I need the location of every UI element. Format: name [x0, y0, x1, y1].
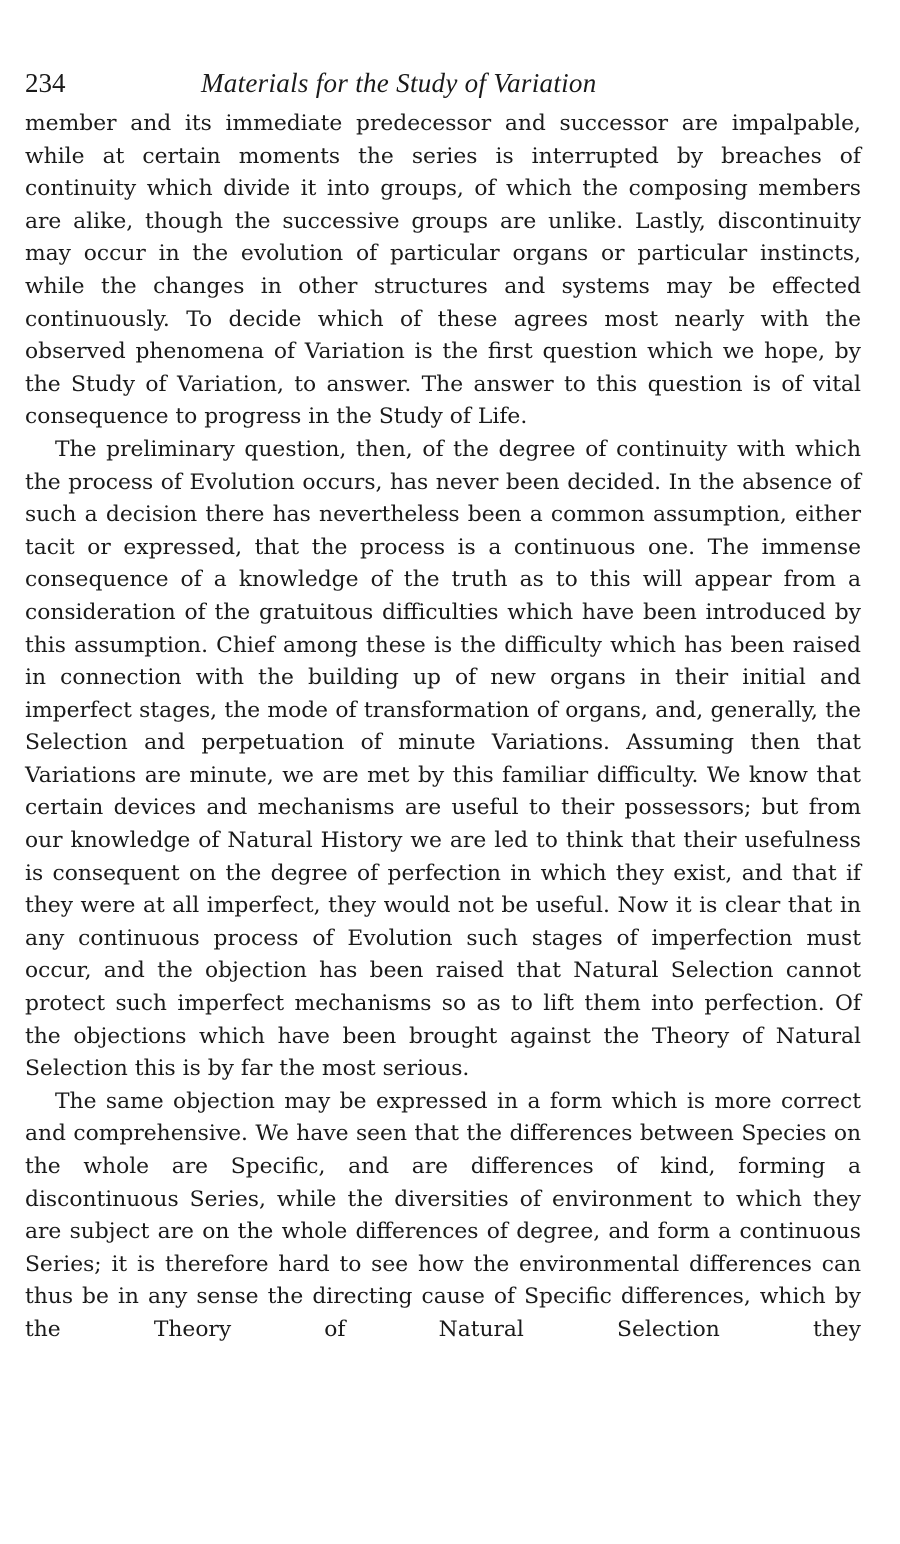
book-page: [25, 60, 861, 1347]
running-head: [25, 60, 861, 108]
paragraph-continued: member and its immediate predecessor and successor are impalpable, while at certain moments the series is interrupted by breaches of continuity which divide it into groups, of which the composing members are alike, though the successive groups are unlike. Lastly, discontinuity may occur in the evolution of particular organs or particular instincts, while the changes in other structures and systems may be effected continuously. To decide which of these agrees most nearly with the observed phenomena of Variation is the first question which we hope, by the Study of Variation, to answer. The answer to this question is of vital consequence to progress in the Study of Life.: [25, 111, 861, 430]
paragraph-preliminary-question: The preliminary question, then, of the degree of continuity with which the process of Evolution occurs, has never been decided. In the absence of such a decision there has nevertheless been a common assumption, either tacit or expressed, that the process is a continuous one. The immense consequence of a knowledge of the truth as to this will appear from a consideration of the gratuitous difficulties which have been introduced by this assumption. Chief among these is the difficulty which has been raised in connection with the building up of new organs in their initial and imperfect stages, the mode of transformation of organs, and, generally, the Selection and perpetuation of minute Variations. Assuming then that Variations are minute, we are met by this familiar difficulty. We know that certain devices and mechanisms are useful to their possessors; but from our knowledge of Natural History we are led to think that their usefulness is consequent on the degree of perfection in which they exist, and that if they were at all imperfect, they would not be useful. Now it is clear that in any continuous process of Evolution such stages of imperfection must occur, and the objection has been raised that Natural Selection cannot protect such imperfect mechanisms so as to lift them into perfection. Of the objections which have been brought against the Theory of Natural Selection this is by far the most serious.: [25, 436, 861, 1082]
paragraph-same-objection: The same objection may be expressed in a form which is more correct and comprehensive. We have seen that the differences between Species on the whole are Specific, and are differences of kind, forming a discontinuous Series, while the diversities of environment to which they are subject are on the whole differences of degree, and form a continuous Series; it is therefore hard to see how the environmental differences can thus be in any sense the directing cause of Specific differences, which by the Theory of Natural Selection they: [25, 1088, 861, 1342]
page-number: 234: [25, 68, 66, 98]
running-title: Materials for the Study of Variation: [201, 68, 597, 98]
body-text: [25, 108, 861, 1347]
